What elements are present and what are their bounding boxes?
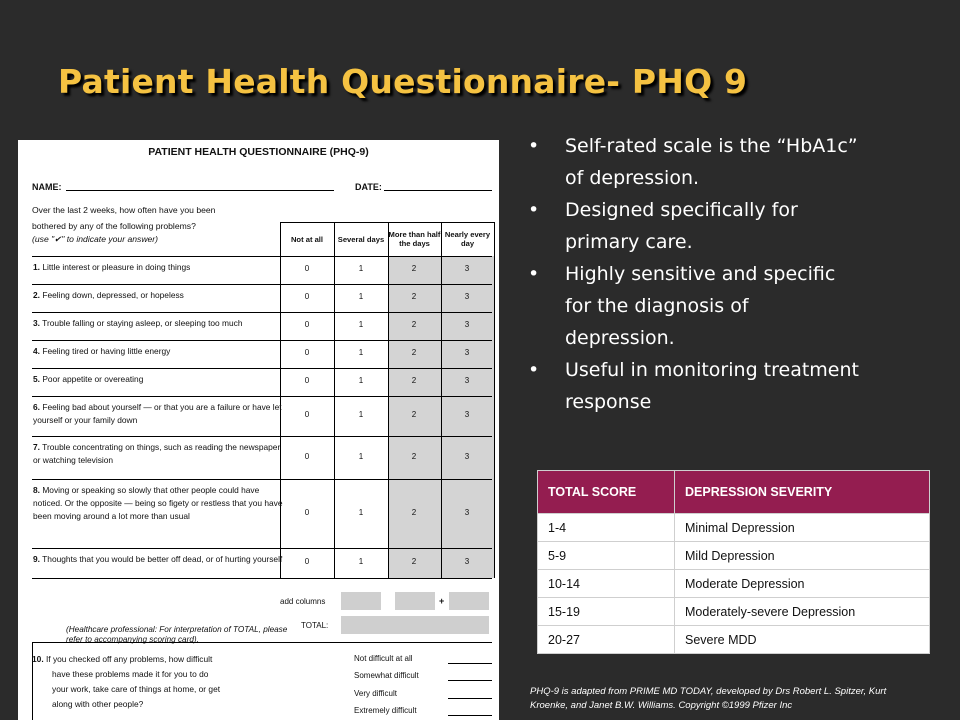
form-instructions	[32, 202, 292, 245]
bullet-line: for the diagnosis of	[565, 295, 749, 317]
score-value: 3	[464, 507, 470, 517]
intro-line-2: bothered by any of the following problems?	[32, 221, 196, 231]
score-value: 0	[304, 507, 310, 517]
severity-header-row	[538, 471, 930, 514]
row-line	[32, 436, 492, 437]
score-value: 1	[358, 451, 364, 461]
add-box-1	[341, 592, 381, 610]
column-header: Not at all	[290, 234, 324, 244]
row-line	[32, 312, 492, 313]
severity-cell: Moderate Depression	[675, 570, 930, 598]
column-line	[334, 222, 335, 578]
difficulty-option: Not difficult at all	[354, 654, 413, 663]
score-value: 2	[411, 557, 417, 566]
column-header: Several days	[337, 234, 385, 244]
score-cell: 10-14	[538, 570, 675, 598]
score-value: 2	[411, 410, 417, 419]
copyright-credit	[530, 685, 950, 713]
bullet-marker: •	[528, 263, 540, 285]
difficulty-option: Somewhat difficult	[354, 671, 419, 680]
column-header: More than half the days	[388, 230, 441, 248]
score-value: 3	[464, 410, 470, 419]
bullet-marker: •	[528, 359, 540, 381]
key-points-list	[528, 130, 928, 418]
score-value: 3	[464, 264, 470, 273]
question-text: 5. Poor appetite or overeating	[33, 374, 144, 384]
option-line	[448, 698, 492, 699]
question-text: 1. Little interest or pleasure in doing things	[33, 262, 191, 272]
question-text: 2. Feeling down, depressed, or hopeless	[33, 290, 184, 300]
q10-line: have these problems made it for you to do	[52, 669, 209, 679]
table-row	[538, 598, 930, 626]
date-line	[384, 190, 492, 191]
slide-title: Patient Health Questionnaire- PHQ 9	[58, 62, 748, 101]
score-value: 1	[358, 376, 364, 385]
row-line	[32, 479, 492, 480]
column-header: Nearly every day	[444, 230, 491, 248]
plus-sign: +	[439, 596, 445, 606]
q10-number: 10.	[32, 654, 44, 664]
question-text: 9. Thoughts that you would be better off dead, or of hurting yourself	[33, 554, 283, 564]
bullet-marker: •	[528, 135, 540, 157]
row-line	[32, 256, 492, 257]
bullet-item	[528, 130, 928, 194]
score-cell: 1-4	[538, 514, 675, 542]
question-text: 8. Moving or speaking so slowly that other people could have noticed. Or the opposite — being so figety or restless that you have been moving around a lot more than usual	[33, 485, 283, 521]
score-value: 2	[411, 348, 417, 357]
score-value: 1	[358, 557, 364, 566]
score-value: 3	[464, 557, 470, 566]
severity-cell: Moderately-severe Depression	[675, 598, 930, 626]
option-line	[448, 715, 492, 716]
bullet-item	[528, 258, 928, 354]
name-label: NAME:	[32, 182, 62, 192]
phq9-form-image	[18, 140, 499, 720]
row-line	[32, 396, 492, 397]
row-line	[32, 578, 492, 579]
question-text: 6. Feeling bad about yourself — or that you are a failure or have let yourself or your family down	[33, 402, 282, 425]
question-text: 4. Feeling tired or having little energy	[33, 346, 171, 356]
score-cell: 20-27	[538, 626, 675, 654]
form-title: PATIENT HEALTH QUESTIONNAIRE (PHQ-9)	[148, 146, 369, 158]
row-line	[32, 548, 492, 549]
healthcare-note: (Healthcare professional: For interpretation of TOTAL, please refer to accompanying scoring card).	[66, 625, 288, 644]
score-value: 1	[358, 410, 364, 419]
header-total-score: TOTAL SCORE	[538, 471, 675, 514]
add-columns-label: add columns	[280, 597, 326, 606]
severity-table	[537, 470, 930, 654]
score-value: 2	[411, 292, 417, 301]
score-value: 2	[411, 507, 417, 517]
bullet-marker: •	[528, 199, 540, 221]
total-label: TOTAL:	[301, 621, 329, 630]
column-line	[280, 222, 281, 578]
score-value: 0	[304, 348, 310, 357]
row-line	[32, 340, 492, 341]
header-depression-severity: DEPRESSION SEVERITY	[675, 471, 930, 514]
score-value: 0	[304, 451, 310, 461]
bullet-line: Highly sensitive and specific	[565, 263, 836, 285]
q10-line: If you checked off any problems, how difficult	[45, 654, 213, 664]
score-value: 0	[304, 376, 310, 385]
score-value: 0	[304, 292, 310, 301]
q10-line: your work, take care of things at home, or get	[52, 684, 221, 694]
column-line	[494, 222, 495, 578]
difficulty-option: Extremely difficult	[354, 706, 417, 715]
table-row	[538, 626, 930, 654]
severity-cell: Minimal Depression	[675, 514, 930, 542]
divider	[32, 642, 492, 643]
score-value: 2	[411, 451, 417, 461]
score-value: 1	[358, 348, 364, 357]
bullet-line: of depression.	[565, 167, 700, 189]
bullet-item	[528, 194, 928, 258]
bullet-line: Self-rated scale is the “HbA1c”	[565, 135, 858, 157]
score-value: 1	[358, 320, 364, 329]
score-value: 1	[358, 264, 364, 273]
total-box	[341, 616, 489, 634]
row-line	[32, 284, 492, 285]
score-cell: 15-19	[538, 598, 675, 626]
score-value: 0	[304, 410, 310, 419]
intro-line-1: Over the last 2 weeks, how often have you been	[32, 205, 216, 215]
score-cell: 5-9	[538, 542, 675, 570]
date-label: DATE:	[355, 182, 382, 192]
credit-line: PHQ-9 is adapted from PRIME MD TODAY, developed by Drs Robert L. Spitzer, Kurt	[530, 686, 887, 697]
question-text: 7. Trouble concentrating on things, such as reading the newspaper or watching television	[33, 442, 281, 465]
bullet-line: Useful in monitoring treatment	[565, 359, 859, 381]
bullet-item	[528, 354, 928, 418]
bullet-line: depression.	[565, 327, 675, 349]
score-value: 1	[358, 292, 364, 301]
option-line	[448, 680, 492, 681]
score-value: 2	[411, 320, 417, 329]
severity-cell: Severe MDD	[675, 626, 930, 654]
add-box-3	[449, 592, 489, 610]
q10-line: along with other people?	[52, 699, 144, 709]
score-value: 0	[304, 320, 310, 329]
question-10	[32, 652, 352, 712]
score-value: 3	[464, 376, 470, 385]
table-row	[538, 570, 930, 598]
score-value: 3	[464, 451, 470, 461]
credit-line: Kroenke, and Janet B.W. Williams. Copyright ©1999 Pfizer Inc	[530, 700, 793, 711]
option-line	[448, 663, 492, 664]
row-line	[32, 368, 492, 369]
table-row	[538, 514, 930, 542]
severity-cell: Mild Depression	[675, 542, 930, 570]
score-value: 0	[304, 264, 310, 273]
intro-line-3: (use "✔" to indicate your answer)	[32, 234, 159, 244]
difficulty-option: Very difficult	[354, 689, 397, 698]
question-text: 3. Trouble falling or staying asleep, or sleeping too much	[33, 318, 243, 328]
column-line	[441, 222, 442, 578]
score-value: 1	[358, 507, 364, 517]
score-value: 2	[411, 264, 417, 273]
header-top-line	[280, 222, 494, 223]
score-value: 0	[304, 557, 310, 566]
table-row	[538, 542, 930, 570]
bullet-line: Designed specifically for	[565, 199, 798, 221]
bullet-line: response	[565, 391, 652, 413]
column-line	[388, 222, 389, 578]
score-value: 3	[464, 320, 470, 329]
bullet-line: primary care.	[565, 231, 693, 253]
score-value: 3	[464, 292, 470, 301]
name-line	[66, 190, 334, 191]
score-value: 2	[411, 376, 417, 385]
score-value: 3	[464, 348, 470, 357]
add-box-2	[395, 592, 435, 610]
